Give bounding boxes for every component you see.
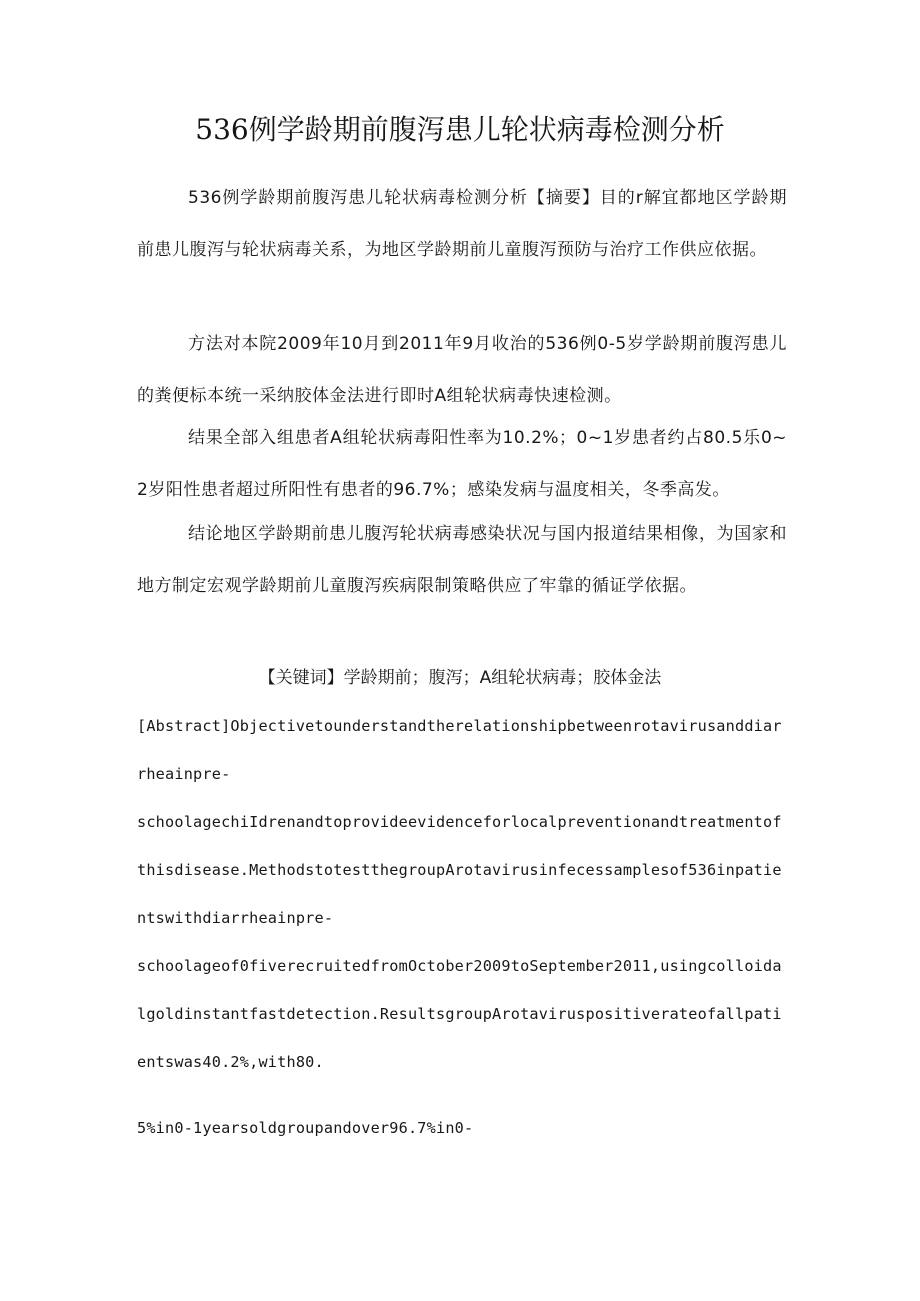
summary-paragraph-methods: 方法对本院2009年10月到2011年9月收治的536例0-5岁学龄期前腹泻患儿的粪便标本统一采纳胶体金法进行即时A组轮状病毒快速检测。 [137,334,787,406]
summary-paragraph-results: 结果全部入组患者A组轮状病毒阳性率为10.2%；0~1岁患者约占80.5乐0~2岁阳性患者超过所阳性有患者的96.7%；感染发病与温度相关，冬季高发。 [137,428,787,500]
summary-paragraph-conclusion: 结论地区学龄期前患儿腹泻轮状病毒感染状况与国内报道结果相像，为国家和地方制定宏观学龄期前儿童腹泻疾病限制策略供应了牢靠的循证学依据。 [137,524,787,596]
abstract-line: lgoldinstantfastdetection.ResultsgroupArotaviruspositiverateofallpati [137,1005,782,1023]
abstract-line: thisdisease.MethodstotestthegroupArotavirusinfecessamplesof536inpatie [137,861,782,879]
abstract-line: 5%in0-1yearsoldgroupandover96.7%in0- [137,1119,474,1137]
abstract-line: ntswithdiarrheainpre- [137,909,334,927]
keywords-line: 【关键词】学龄期前；腹泻；A组轮状病毒；胶体金法 [258,668,662,688]
abstract-line: [Abstract]Objectivetounderstandtherelationshipbetweenrotavirusanddiar [137,717,782,735]
abstract-line: schoolagechiIdrenandtoprovideevidenceforlocalpreventionandtreatmentof [137,813,782,831]
summary-paragraph-objective: 536例学龄期前腹泻患儿轮状病毒检测分析【摘要】目的r解宜都地区学龄期前患儿腹泻与轮状病毒关系，为地区学龄期前儿童腹泻预防与治疗工作供应依据。 [137,188,787,260]
abstract-line: entswas40.2%,with80. [137,1053,324,1071]
document-title: 536例学龄期前腹泻患儿轮状病毒检测分析 [195,113,725,146]
abstract-line: schoolageof0fiverecruitedfromOctober2009toSeptember2011,usingcolloida [137,957,782,975]
abstract-line: rheainpre- [137,765,231,783]
